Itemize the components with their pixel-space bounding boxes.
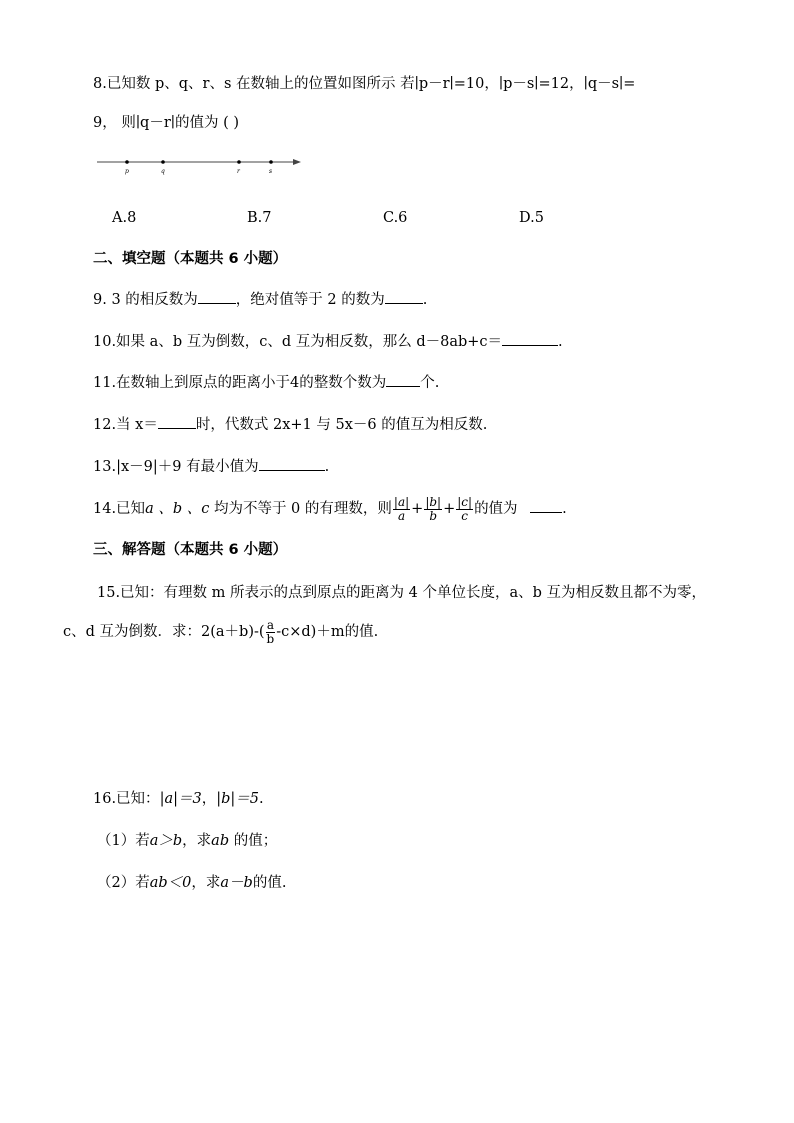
q16-part2-mid: ，求 — [191, 875, 221, 891]
question-13 — [93, 456, 329, 478]
q15-frac-den: b — [266, 631, 275, 646]
q14-frac-c-den: c — [461, 508, 469, 523]
point-q — [161, 160, 165, 164]
q14-plus-1: + — [411, 501, 424, 517]
q16-cond-2: |b|＝5 — [216, 791, 259, 807]
q13-middle: 有最小值为 — [181, 459, 259, 475]
q9-blank-2 — [385, 289, 423, 304]
q13-blank — [259, 456, 325, 471]
q9-prefix: 9. 3 的相反数为 — [93, 292, 198, 308]
q10-prefix: 10.如果 a、b 互为倒数，c、d 互为相反数，那么 d－8ab+c＝ — [93, 334, 503, 350]
option-d: D.5 — [519, 210, 544, 226]
q16-part1-prefix: （1）若 — [97, 833, 150, 849]
section-3-title: 三、解答题（本题共 6 小题） — [93, 542, 288, 558]
question-15-line-1: 15.已知：有理数 m 所表示的点到原点的距离为 4 个单位长度，a、b 互为相反数且都不为零， — [97, 585, 707, 601]
question-8-line-2: 9， 则∣q－r∣的值为 ( ) — [93, 115, 240, 131]
q16-line1-suffix: . — [258, 791, 264, 807]
question-8-line-1: 8.已知数 p、q、r、s 在数轴上的位置如图所示 若∣p－r∣=10，∣p－s∣=12，∣q－s∣= — [93, 76, 636, 92]
question-14 — [93, 494, 567, 524]
q15-expr-b: -c×d)＋m — [276, 624, 345, 640]
q15-frac-num: a — [266, 617, 274, 632]
option-c: C.6 — [383, 210, 408, 226]
q11-prefix: 11.在数轴上到原点的距离小于4的整数个数为 — [93, 375, 387, 391]
q16-part1-mid: ，求 — [182, 833, 212, 849]
q14-frac-b-num: |b| — [425, 494, 442, 509]
q10-suffix: . — [558, 334, 563, 350]
question-15-line-2 — [63, 617, 378, 647]
q14-suffix: . — [562, 501, 567, 517]
q11-suffix: 个. — [420, 375, 440, 391]
q9-blank-1 — [198, 289, 236, 304]
option-a: A.8 — [112, 210, 137, 226]
q14-frac-b — [424, 496, 442, 523]
question-9 — [93, 289, 427, 311]
number-line-arrow — [293, 159, 301, 165]
q9-suffix: . — [422, 292, 428, 308]
q11-blank — [386, 372, 420, 387]
q16-part1-suffix: 的值； — [229, 833, 278, 849]
q9-middle: ，绝对值等于 2 的数为 — [235, 292, 385, 308]
question-11 — [93, 372, 439, 394]
q14-tail: 的值为 — [474, 501, 523, 517]
q14-middle: 均为不等于 0 的有理数，则 — [209, 501, 392, 517]
number-line-figure — [95, 154, 315, 178]
point-p — [125, 160, 129, 164]
q14-prefix: 14.已知 — [93, 501, 146, 517]
label-r: r — [237, 168, 240, 175]
q16-part2-prefix: （2）若 — [97, 875, 150, 891]
label-q: q — [161, 168, 165, 175]
q14-frac-b-den: b — [429, 508, 438, 523]
question-10 — [93, 331, 563, 353]
q13-prefix: 13. — [93, 459, 117, 475]
q13-suffix: . — [324, 459, 330, 475]
point-r — [237, 160, 241, 164]
label-p: p — [125, 168, 129, 175]
q15-line2-prefix: c、d 互为倒数．求： — [63, 624, 202, 640]
q15-line2-suffix: 的值. — [344, 624, 379, 640]
q16-part1-cond: a＞b — [149, 833, 183, 849]
q12-blank — [158, 414, 196, 429]
q13-expression: |x－9|＋9 — [116, 459, 182, 475]
q14-blank — [530, 498, 562, 513]
q15-expr-a: 2(a＋b)-( — [201, 624, 265, 640]
question-16-part-1 — [97, 830, 277, 852]
q12-suffix: 时，代数式 2x+1 与 5x－6 的值互为相反数. — [195, 417, 488, 433]
q16-prefix: 16.已知： — [93, 791, 160, 807]
q16-part2-suffix: 的值. — [252, 875, 287, 891]
q14-vars: a 、b 、c — [145, 501, 210, 517]
q14-frac-a-num: |a| — [393, 494, 410, 509]
point-s — [269, 160, 273, 164]
q14-frac-c — [456, 496, 473, 523]
question-12 — [93, 414, 487, 436]
q14-frac-a — [393, 496, 410, 523]
label-s: s — [269, 168, 273, 175]
section-2-title: 二、填空题（本题共 6 小题） — [93, 251, 288, 267]
q14-frac-c-num: |c| — [457, 494, 473, 509]
q16-part2-expr: a－b — [220, 875, 253, 891]
q15-frac — [266, 619, 276, 646]
q16-cond-1: |a|＝3 — [159, 791, 202, 807]
q14-plus-2: + — [443, 501, 456, 517]
q16-part1-expr: ab — [211, 833, 230, 849]
q12-prefix: 12.当 x＝ — [93, 417, 158, 433]
question-16-line-1 — [93, 788, 264, 810]
question-16-part-2 — [97, 872, 286, 894]
q14-frac-a-den: a — [397, 508, 406, 523]
q10-blank — [502, 331, 558, 346]
q16-part2-cond: ab＜0 — [149, 875, 192, 891]
q16-sep: ， — [201, 791, 217, 807]
option-b: B.7 — [247, 210, 272, 226]
